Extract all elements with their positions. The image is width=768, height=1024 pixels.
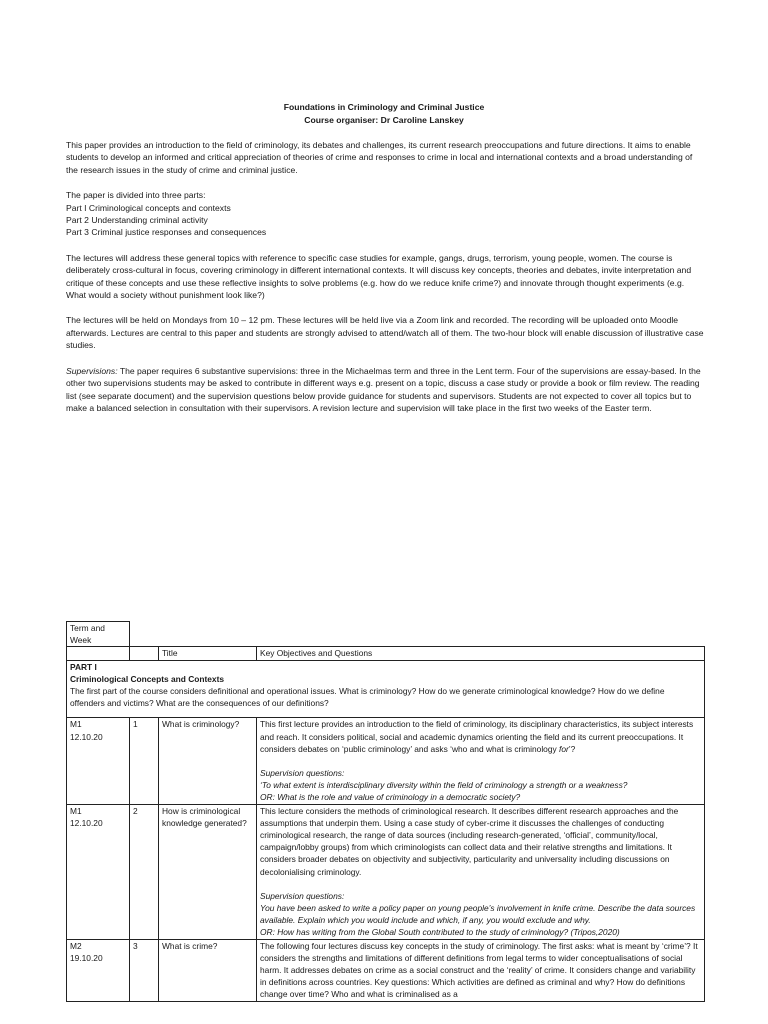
parts-intro: The paper is divided into three parts:: [66, 190, 206, 201]
parts-list: [66, 189, 706, 239]
table-header-row-2: [67, 647, 705, 660]
supervision-question: ‘To what extent is interdisciplinary diversity within the field of criminology a strength or a weakness?: [260, 780, 628, 791]
lecture-title: What is crime?: [159, 939, 257, 1001]
part-name: Criminological Concepts and Contexts: [70, 673, 225, 684]
lecture-number: 3: [130, 939, 159, 1001]
intro-paragraph-2: The lectures will address these general topics with reference to specific case studies for example, gangs, drugs, terrorism, young people, women. The course is deliberately cross-cultural in focus, covering criminology in different international contexts. It will discuss key concepts, theories and debates, invite interpretation and critique of these concepts and use these reflective insights to solve problems (e.g. how do we reduce knife crime?) and innovate through thought experiments (e.g. What would a society without punishment look like?): [66, 252, 692, 301]
supervision-question: OR: How has writing from the Global South contributed to the study of criminology? (Tripos,2020): [260, 927, 620, 938]
supervision-label: Supervision questions:: [260, 768, 345, 779]
document-title: Foundations in Criminology and Criminal Justice: [283, 102, 485, 112]
parts-item: Part 3 Criminal justice responses and consequences: [66, 227, 267, 238]
table-row: [67, 939, 705, 1001]
objectives-header: Key Objectives and Questions: [257, 647, 705, 660]
term-cell: M1: [70, 805, 82, 816]
term-week-header: Term and Week: [67, 622, 130, 647]
term-cell: M1: [70, 719, 82, 730]
supervisions-paragraph: [66, 365, 706, 415]
date-cell: 19.10.20: [70, 952, 103, 963]
intro-section: [66, 139, 706, 427]
parts-item: Part 2 Understanding criminal activity: [66, 215, 208, 226]
lecture-number: 2: [130, 804, 159, 939]
supervisions-text: The paper requires 6 substantive supervisions: three in the Michaelmas term and three in the Lent term. Four of the supervisions are essay-based. In the other two supervisions students may be asked to contribute in different ways e.g. present on a topic, discuss a case study or provide a book or film review. The reading list (see separate document) and the supervision questions below provide guidance for students and supervisors. Students are not expected to cover all topics but to make a balanced selection in consultation with their supervisors. A revision lecture and supervision will take place in the first two weeks of the Easter term.: [66, 365, 701, 413]
parts-item: Part I Criminological concepts and contexts: [66, 202, 231, 213]
lecture-title: How is criminological knowledge generated?: [159, 804, 257, 939]
document-header: [0, 101, 768, 127]
objectives-text: The following four lectures discuss key concepts in the study of criminology. The first asks: what is meant by ‘crime’? It considers the strengths and limitations of different definitions from legal terms to wider conceptualisations of social harm. It addresses debates on crime as a social construct and the ‘reality’ of crime. It considers change and variability in definitions across countries. Key questions: Which activities are defined as criminal and why? How do definitions change over time? Who and what is criminalised as a: [257, 939, 705, 1001]
term-cell: M2: [70, 940, 82, 951]
objectives-text: This lecture considers the methods of criminological research. It describes different research approaches and the assumptions that underpin them. Using a case study of cyber-crime it discusses the challenges of conducting criminological research, the range of data sources (including research-generated, ‘official’, community/local, campaign/lobby groups) from which criminologists can collect data and their relative strengths and limitations. It considers broader debates on objectivity and subjectivity, particularity and universality including discussions on decolonialising criminology.: [260, 805, 679, 877]
table-row: [67, 804, 705, 939]
course-organiser: Course organiser: Dr Caroline Lanskey: [304, 115, 464, 125]
intro-paragraph-1: This paper provides an introduction to the field of criminology, its debates and challenges, its current research preoccupations and future directions. It aims to enable students to develop an informed and critical appreciation of theories of crime and responses to crime in local and international contexts and a broad understanding of the research issues in the study of crime and criminal justice.: [66, 140, 693, 175]
schedule-table: [66, 621, 705, 1002]
intro-paragraph-3: The lectures will be held on Mondays from 10 – 12 pm. These lectures will be held live via a Zoom link and recorded. The recording will be uploaded onto Moodle afterwards. Lectures are central to this paper and students are strongly advised to attend/watch all of them. The two-hour block will enable discussion of illustrative case studies.: [66, 315, 704, 351]
lecture-number: 1: [130, 718, 159, 804]
supervision-label: Supervision questions:: [260, 890, 345, 901]
objectives-text: This first lecture provides an introduction to the field of criminology, its disciplinary characteristics, its subject interests and reach. It considers political, social and academic dynamics orienting the field and its current preoccupations. It considers debates on ‘public criminology’ and asks ‘who and what is criminology for’?: [260, 719, 694, 754]
supervision-question: OR: What is the role and value of criminology in a democratic society?: [260, 792, 521, 803]
part-description: The first part of the course considers definitional and operational issues. What is criminology? How do we generate criminological knowledge? How do we define offenders and victims? What are the consequences of our definitions?: [70, 686, 665, 709]
table-header-row-1: [67, 622, 705, 647]
supervisions-label: Supervisions:: [66, 365, 118, 376]
table-row: [67, 718, 705, 804]
lecture-title: What is criminology?: [159, 718, 257, 804]
title-header: Title: [159, 647, 257, 660]
part-row: [67, 660, 705, 718]
part-label: PART I: [70, 661, 97, 672]
date-cell: 12.10.20: [70, 731, 103, 742]
supervision-question: You have been asked to write a policy paper on young people’s involvement in knife crime. Describe the data sources available. Explain which you would include and which, if any, you would exclude and why.: [260, 903, 696, 926]
date-cell: 12.10.20: [70, 817, 103, 828]
